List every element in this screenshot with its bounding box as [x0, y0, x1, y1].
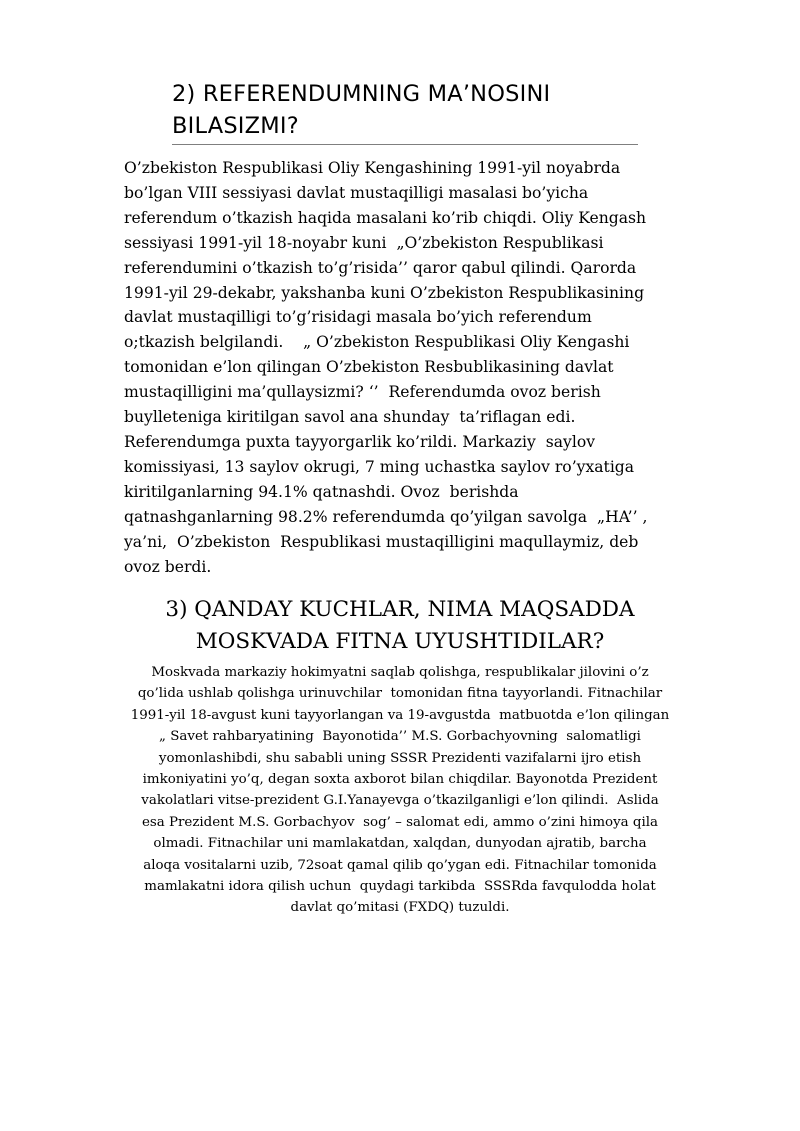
paragraph-line: O’zbekiston Respublikasi Oliy Kengashining 1991-yil noyabrda — [124, 159, 621, 177]
paragraph-line: referendum o’tkazish haqida masalani ko’rib chiqdi. Oliy Kengash — [124, 208, 647, 227]
paragraph-line: davlat qo’mitasi (FXDQ) tuzuldi. — [290, 900, 510, 916]
heading-line: 2) REFERENDUMNING MA’NOSINI — [172, 81, 551, 107]
paragraph-line: qo’lida ushlab qolishga urinuvchilar tomonidan fitna tayyorlandi. Fitnachilar — [137, 686, 663, 702]
paragraph-line: olmadi. Fitnachilar uni mamlakatdan, xalqdan, dunyodan ajratib, barcha — [153, 836, 647, 852]
paragraph-line: ovoz berdi. — [124, 557, 212, 576]
paragraph-line: o;tkazish belgilandi. „ O’zbekiston Respublikasi Oliy Kengashi — [124, 333, 630, 352]
paragraph-line: yomonlashibdi, shu sababli uning SSSR Prezidenti vazifalarni ijro etish — [158, 750, 642, 766]
heading-line: MOSKVADA FITNA UYUSHTIDILAR? — [195, 629, 605, 654]
paragraph-line: vakolatlari vitse-prezident G.I.Yanayevga o’tkazilganligi e’lon qilindi. Aslida — [141, 793, 659, 809]
paragraph-line: mamlakatni idora qilish uchun quydagi tarkibda SSSRda favqulodda holat — [144, 879, 656, 895]
paragraph-line: aloqa vositalarni uzib, 72soat qamal qilib qo’ygan edi. Fitnachilar tomonida — [143, 857, 657, 873]
paragraph-line: „ Savet rahbaryatining Bayonotida’’ M.S. Gorbachyovning salomatligi — [159, 729, 641, 745]
paragraph-line: buylleteniga kiritilgan savol ana shunday ta’riflagan edi. — [124, 408, 576, 427]
paragraph-line: tomonidan e’lon qilingan O’zbekiston Resbublikasining davlat — [124, 358, 614, 377]
section-3-heading — [100, 594, 700, 658]
section-2-heading-block — [172, 78, 638, 145]
paragraph-line: mustaqilligini ma’qullaysizmi? ‘’ Referendumda ovoz berish — [124, 383, 601, 402]
paragraph-line: esa Prezident M.S. Gorbachyov sog’ – salomat edi, ammo o’zini himoya qila — [141, 814, 659, 830]
section-2-paragraph — [124, 156, 648, 579]
heading-line: BILASIZMI? — [172, 113, 299, 139]
paragraph-line: komissiyasi, 13 saylov okrugi, 7 ming uchastka saylov ro’yxatiga — [124, 457, 635, 476]
paragraph-line: Referendumga puxta tayyorgarlik ko’rildi. Markaziy saylov — [124, 432, 596, 451]
heading-line: 3) QANDAY KUCHLAR, NIMA MAQSADDA — [165, 597, 635, 622]
section-3-paragraph — [90, 662, 710, 919]
paragraph-line: Moskvada markaziy hokimyatni saqlab qolishga, respublikalar jilovini o’z — [151, 665, 649, 680]
paragraph-line: ya’ni, O’zbekiston Respublikasi mustaqilligini maqullaymiz, deb — [124, 532, 639, 551]
paragraph-line: qatnashganlarning 98.2% referendumda qo’yilgan savolga „HA’’ , — [124, 507, 648, 526]
paragraph-line: sessiyasi 1991-yil 18-noyabr kuni „O’zbekiston Respublikasi — [124, 233, 604, 252]
paragraph-line: 1991-yil 29-dekabr, yakshanba kuni O’zbekiston Respublikasining — [124, 283, 645, 302]
section-2-heading — [172, 78, 638, 142]
paragraph-line: davlat mustaqilligi to’g’risidagi masala bo’yich referendum — [124, 308, 592, 327]
paragraph-line: 1991-yil 18-avgust kuni tayyorlangan va 19-avgustda matbuotda e’lon qilingan — [130, 707, 670, 723]
paragraph-line: bo’lgan VIII sessiyasi davlat mustaqilligi masalasi bo’yicha — [124, 183, 589, 202]
paragraph-line: kiritilganlarning 94.1% qatnashdi. Ovoz berishda — [124, 482, 519, 501]
paragraph-line: imkoniyatini yo’q, degan soxta axborot bilan chiqdilar. Bayonotda Prezident — [142, 772, 658, 788]
paragraph-line: referendumini o’tkazish to’g’risida’’ qaror qabul qilindi. Qarorda — [124, 258, 637, 277]
